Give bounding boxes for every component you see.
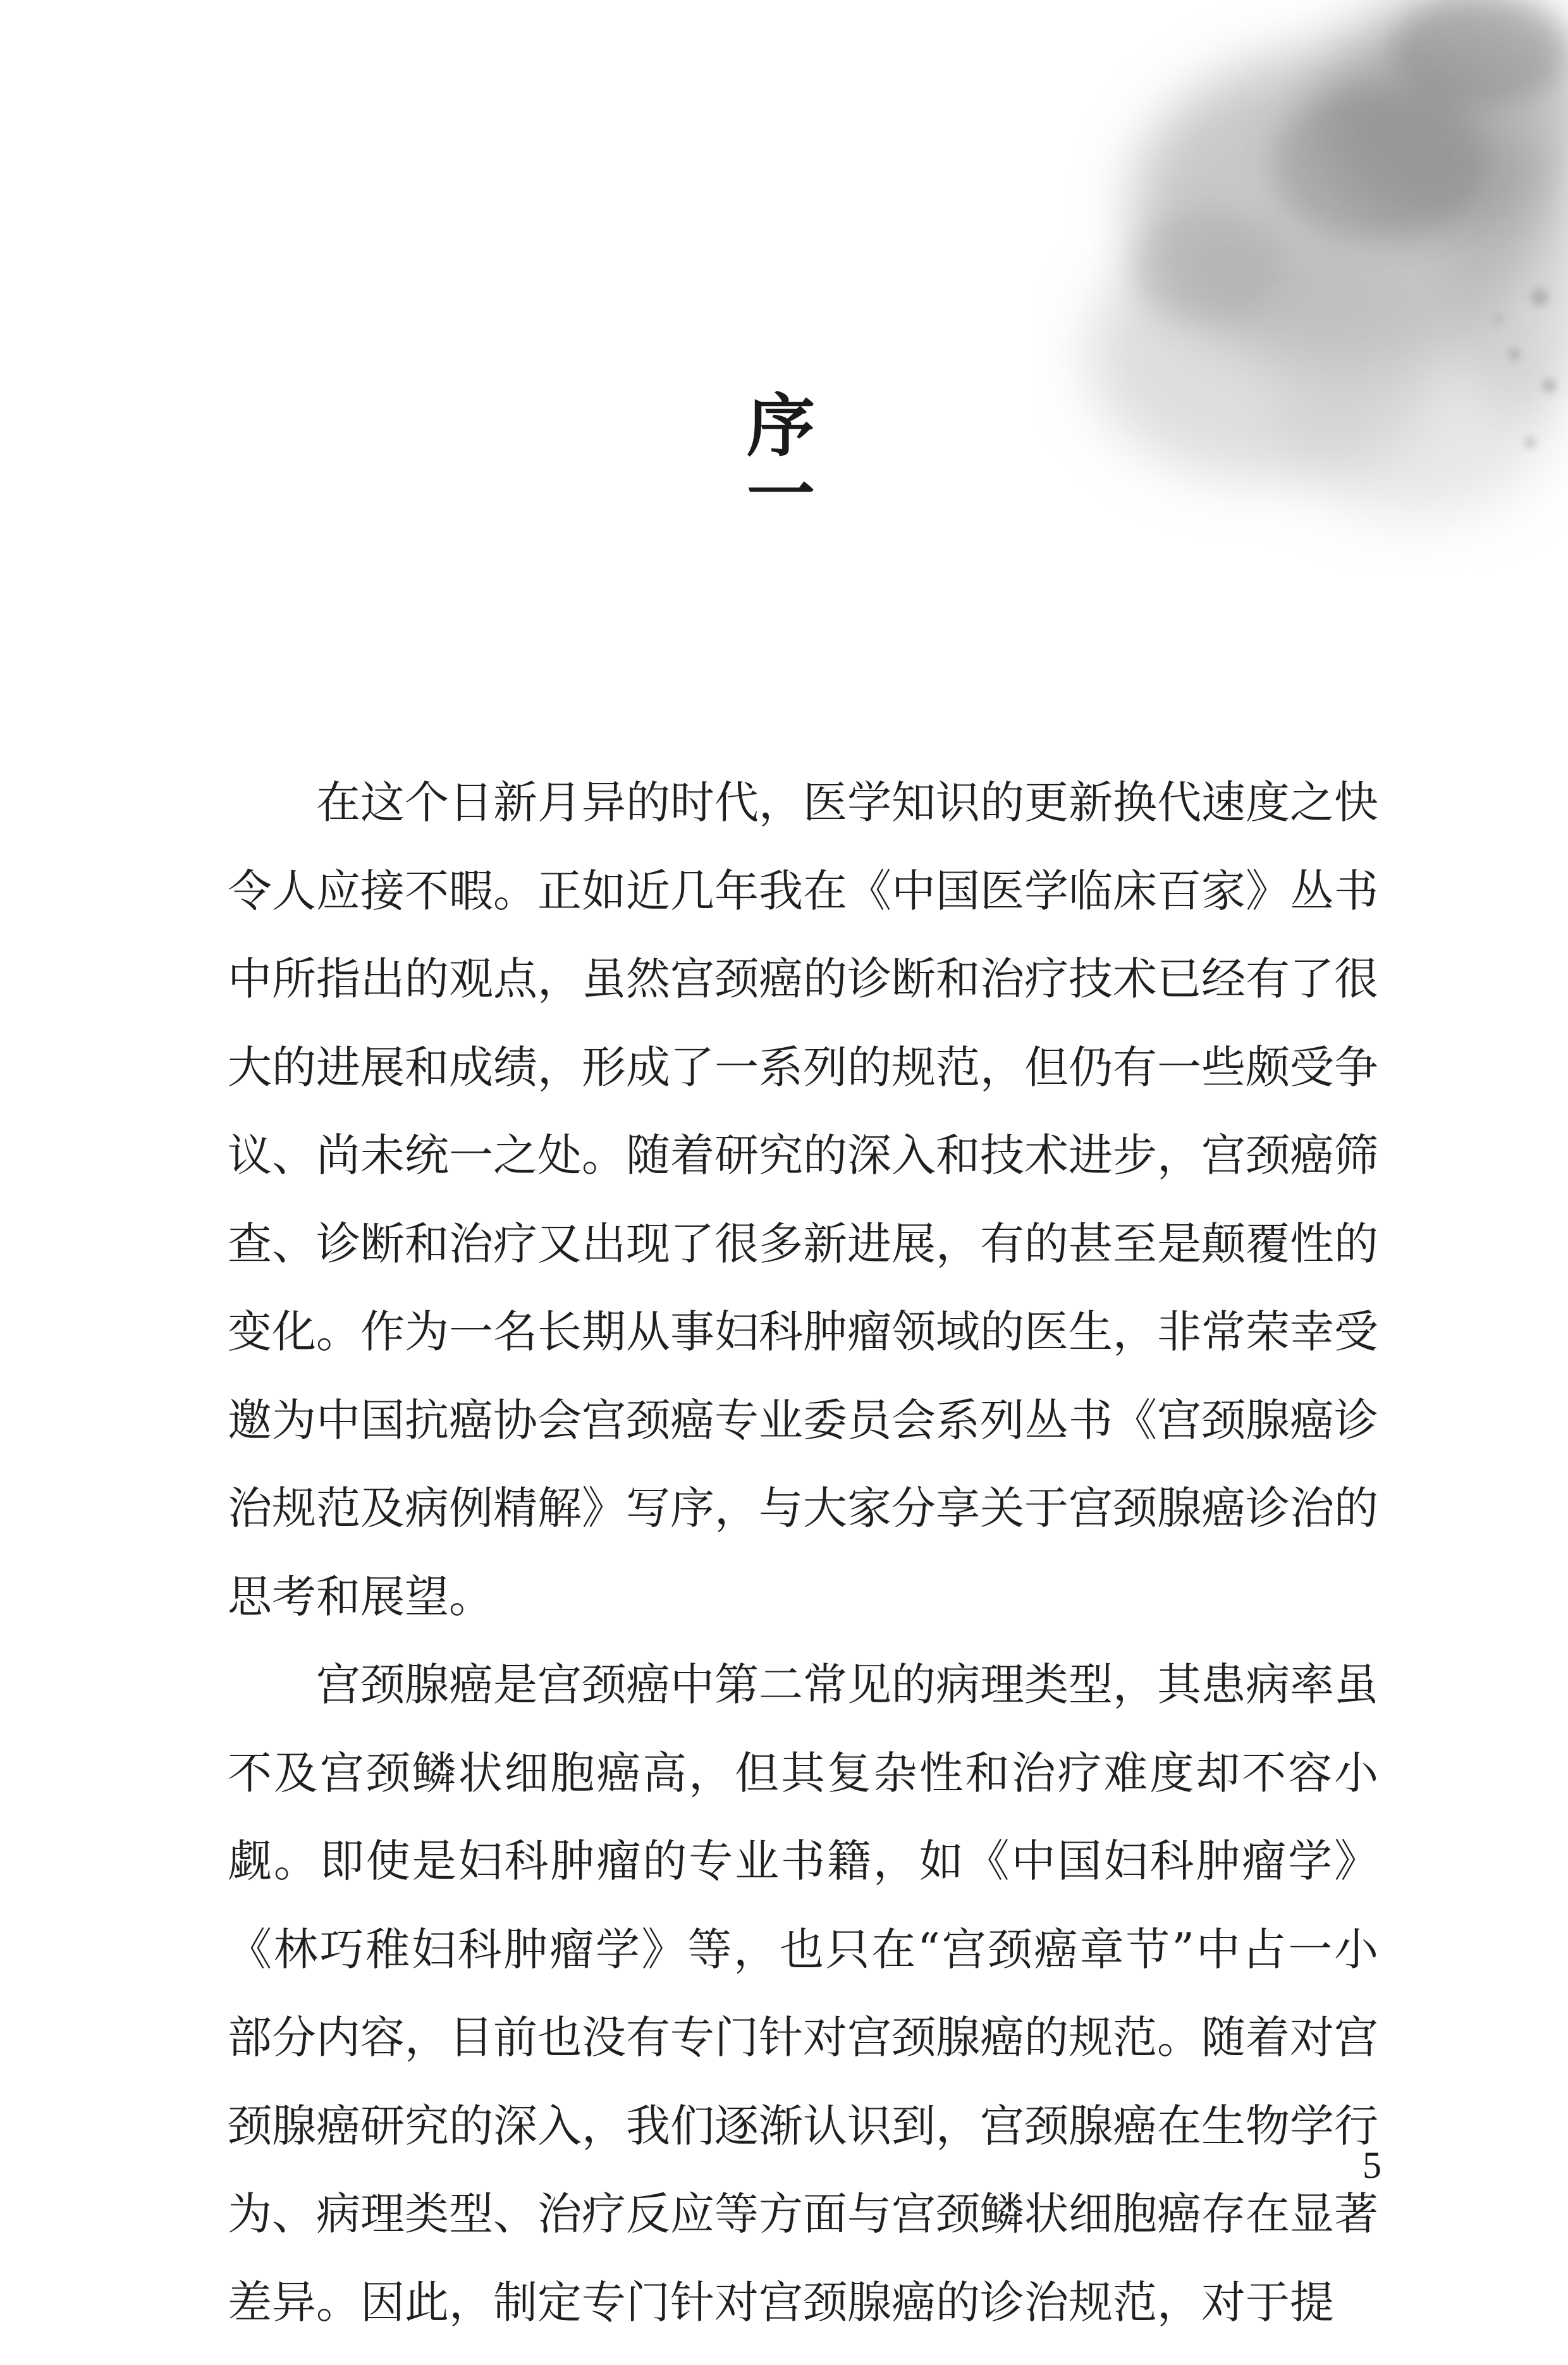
paragraph-1: 在这个日新月异的时代，医学知识的更新换代速度之快令人应接不暇。正如近几年我在《中国医学临床百家》丛书中所指出的观点，虽然宫颈癌的诊断和治疗技术已经有了很大的进展和成绩，形成了一系列的规范，但仍有一些颇受争议、尚未统一之处。随着研究的深入和技术进步，宫颈癌筛查、诊断和治疗又出现了很多新进展，有的甚至是颠覆性的变化。作为一名长期从事妇科肿瘤领域的医生，非常荣幸受邀为中国抗癌协会宫颈癌专业委员会系列丛书《宫颈腺癌诊治规范及病例精解》写序，与大家分享关于宫颈腺癌诊治的思考和展望。 xyxy=(228,777,1378,1623)
paragraph-2: 宫颈腺癌是宫颈癌中第二常见的病理类型，其患病率虽不及宫颈鳞状细胞癌高，但其复杂性和治疗难度却不容小觑。即使是妇科肿瘤的专业书籍，如《中国妇科肿瘤学》《林巧稚妇科肿瘤学》等，也只在“宫颈癌章节”中占一小部分内容，目前也没有专门针对宫颈腺癌的规范。随着对宫颈腺癌研究的深入，我们逐渐认识到，宫颈腺癌在生物学行为、病理类型、治疗反应等方面与宫颈鳞状细胞癌存在显著差异。因此，制定专门针对宫颈腺癌的诊治规范，对于提 xyxy=(228,1659,1378,2328)
page-title: 序一 xyxy=(746,386,878,534)
ink-wash-decoration xyxy=(936,0,1568,632)
page-number: 5 xyxy=(1363,2144,1381,2186)
body-text xyxy=(228,759,1378,2347)
